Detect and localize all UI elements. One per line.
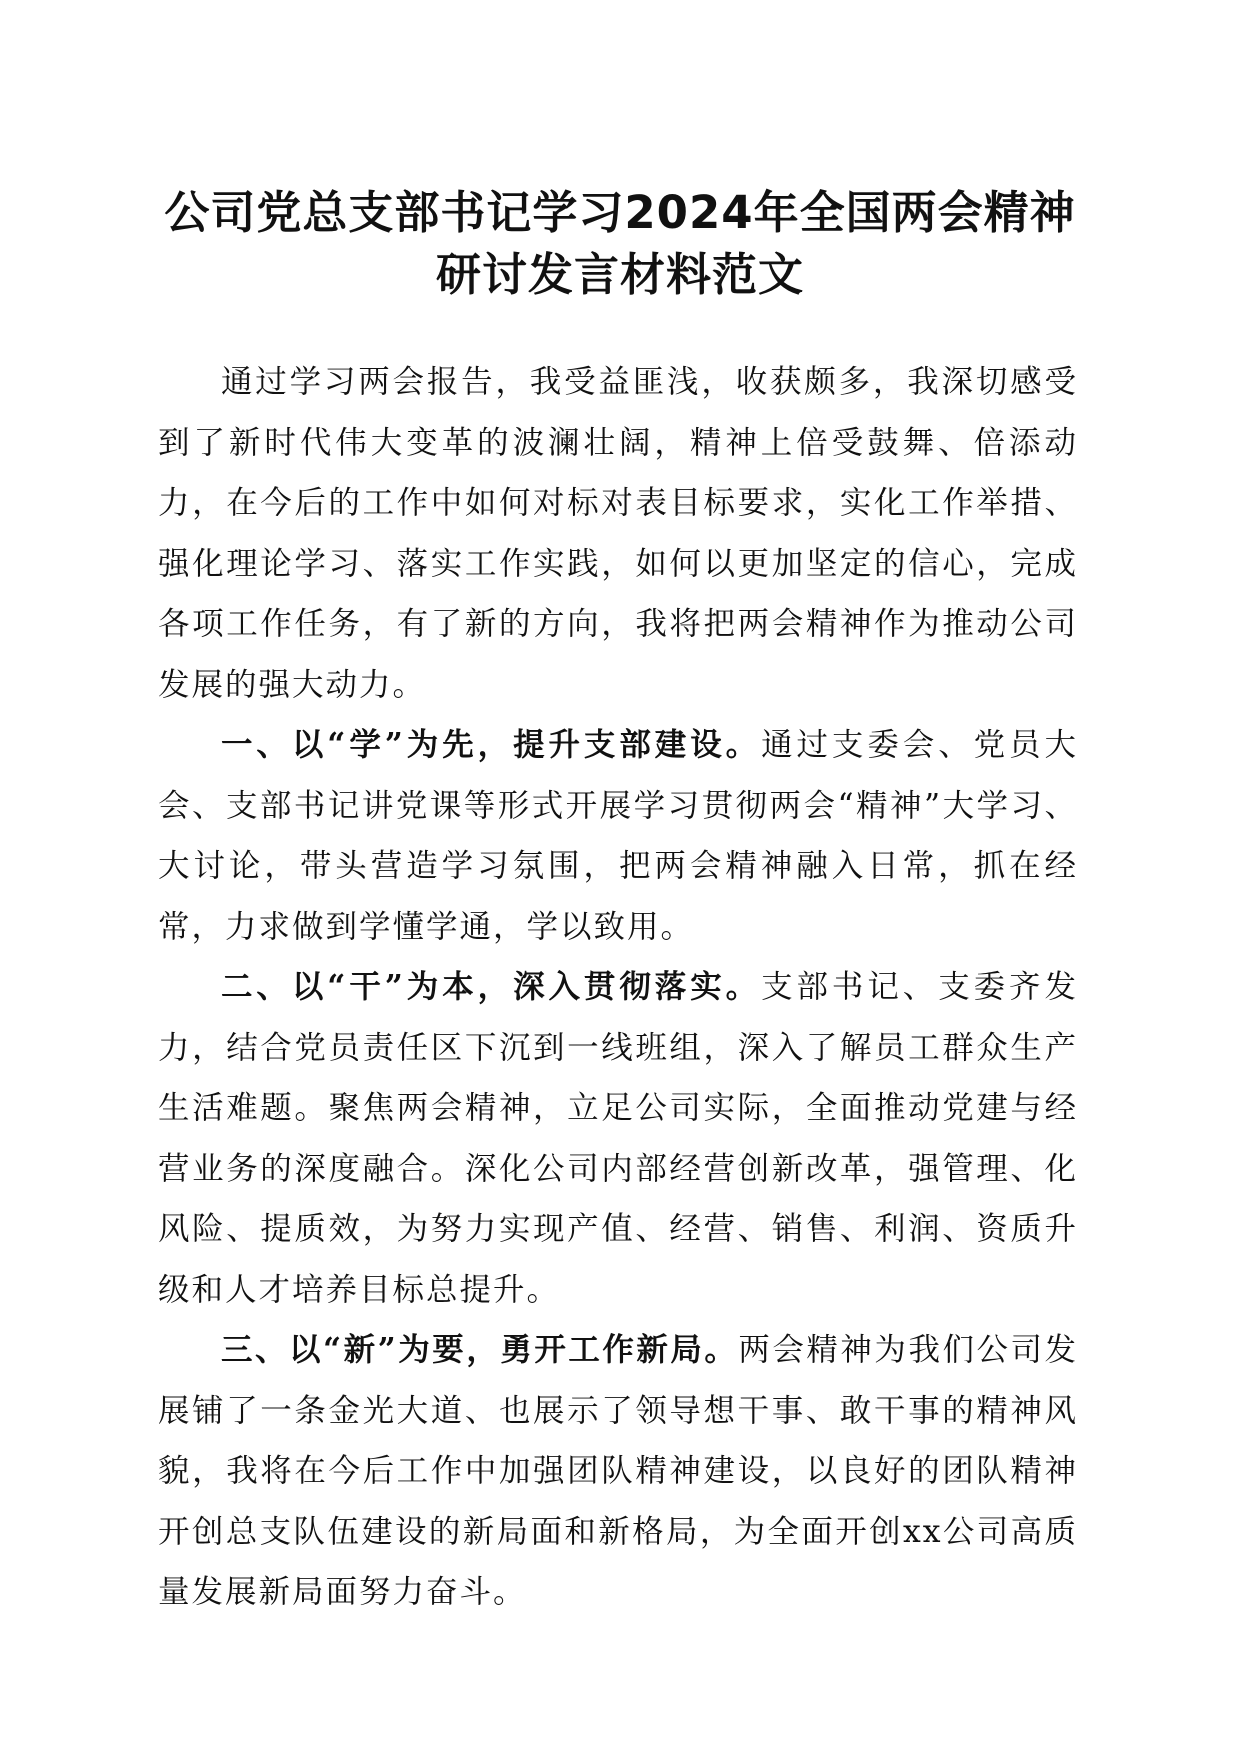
section-paragraph-1 [158, 715, 1078, 957]
section-text-1: 通过支委会、党员大会、支部书记讲党课等形式开展学习贯彻两会“精神”大学习、大讨论，带头营造学习氛围，把两会精神融入日常，抓在经常，力求做到学懂学通，学以致用。 [158, 727, 1078, 945]
document-body [158, 352, 1078, 1623]
section-heading-2: 二、以“干”为本，深入贯彻落实。 [221, 968, 762, 1005]
section-paragraph-2 [158, 957, 1078, 1320]
title-line-1: 公司党总支部书记学习2024年全国两会精神 [164, 186, 1076, 239]
section-heading-3: 三、以“新”为要，勇开工作新局。 [221, 1331, 739, 1368]
section-text-2: 支部书记、支委齐发力，结合党员责任区下沉到一线班组，深入了解员工群众生产生活难题。聚焦两会精神，立足公司实际，全面推动党建与经营业务的深度融合。深化公司内部经营创新改革，强管理、化风险、提质效，为努力实现产值、经营、销售、利润、资质升级和人才培养目标总提升。 [158, 969, 1078, 1308]
page-title [100, 182, 1140, 306]
section-heading-1: 一、以“学”为先，提升支部建设。 [221, 726, 762, 763]
section-text-3: 两会精神为我们公司发展铺了一条金光大道、也展示了领导想干事、敢干事的精神风貌，我将在今后工作中加强团队精神建设，以良好的团队精神开创总支队伍建设的新局面和新格局，为全面开创xx公司高质量发展新局面努力奋斗。 [158, 1332, 1078, 1610]
title-line-2: 研讨发言材料范文 [435, 248, 804, 301]
section-paragraph-3 [158, 1320, 1078, 1623]
intro-paragraph: 通过学习两会报告，我受益匪浅，收获颇多，我深切感受到了新时代伟大变革的波澜壮阔，精神上倍受鼓舞、倍添动力，在今后的工作中如何对标对表目标要求，实化工作举措、强化理论学习、落实工作实践，如何以更加坚定的信心，完成各项工作任务，有了新的方向，我将把两会精神作为推动公司发展的强大动力。 [158, 364, 1078, 703]
